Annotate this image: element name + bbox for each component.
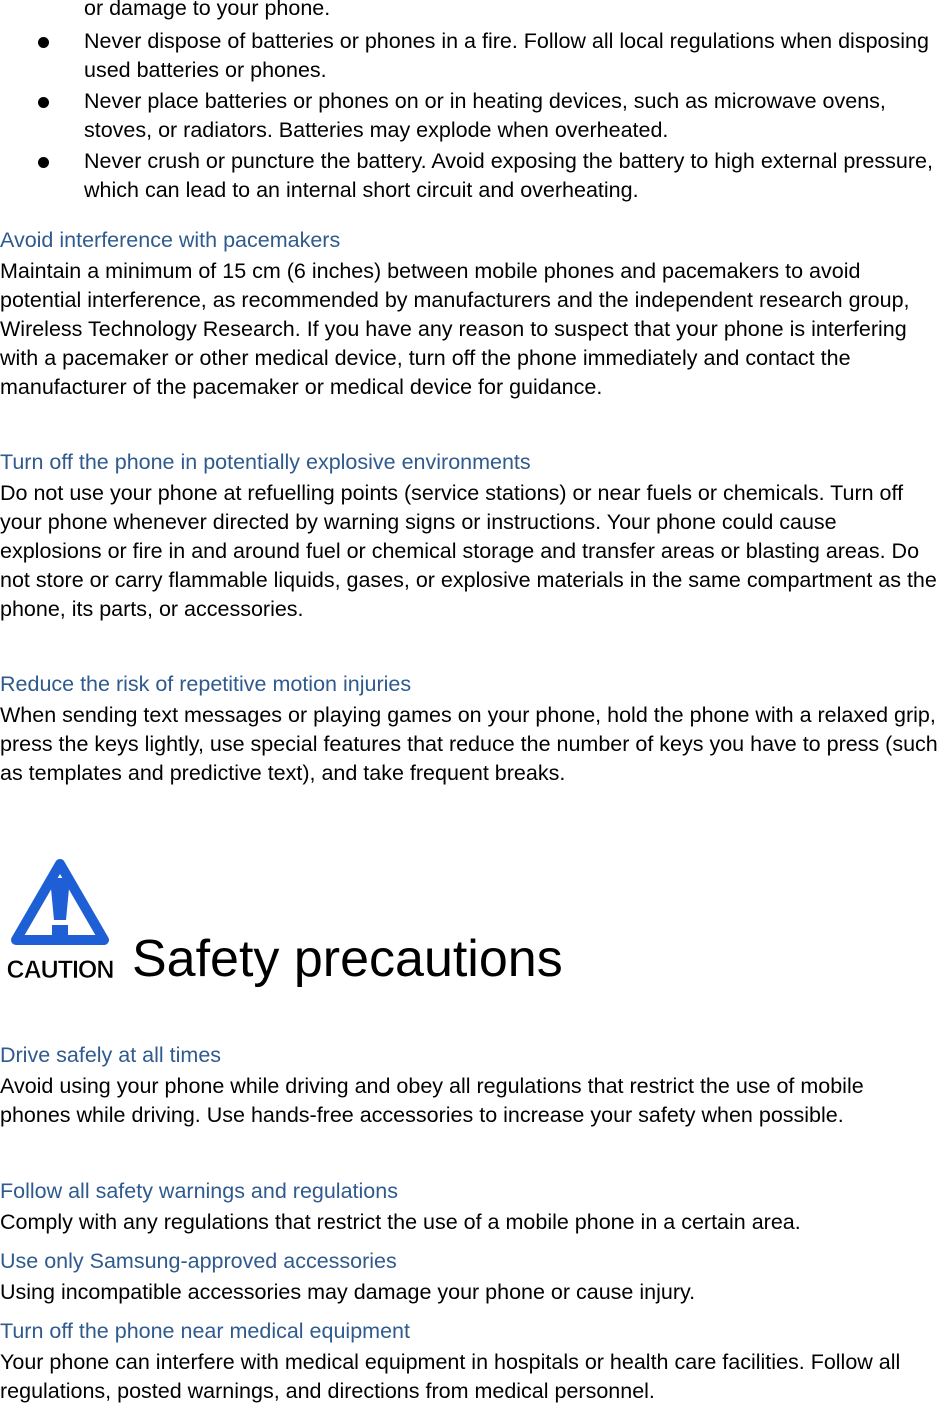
section-drive-safely — [0, 1041, 938, 1130]
page-title: Safety precautions — [132, 930, 563, 988]
section-body: Comply with any regulations that restrict the use of a mobile phone in a certain area. — [0, 1210, 801, 1234]
section-body: When sending text messages or playing games on your phone, hold the phone with a relaxed grip, press the keys lightly, use special features that reduce the number of keys you have to press (such as templates and predictive text), and take frequent breaks. — [0, 703, 938, 785]
section-body: Your phone can interfere with medical equipment in hospitals or health care facilities. Follow all regulations, posted warnings, and directions from medical personnel. — [0, 1350, 901, 1403]
list-item — [0, 147, 938, 205]
section-medical-equipment — [0, 1317, 938, 1406]
section-pacemakers — [0, 226, 938, 402]
bullet-icon — [38, 157, 49, 168]
bullet-text: Never crush or puncture the battery. Avoid exposing the battery to high external pressure, which can lead to an internal short circuit and overheating. — [84, 149, 933, 202]
section-heading: Use only Samsung-approved accessories — [0, 1249, 397, 1273]
battery-bullet-list — [0, 27, 938, 207]
section-body: Avoid using your phone while driving and obey all regulations that restrict the use of mobile phones while driving. Use hands-free accessories to increase your safety when possible. — [0, 1074, 864, 1127]
section-approved-accessories — [0, 1247, 938, 1307]
continuation-text: or damage to your phone. — [84, 0, 331, 20]
section-heading: Turn off the phone near medical equipment — [0, 1319, 410, 1343]
caution-icon — [0, 858, 120, 988]
section-body: Using incompatible accessories may damage your phone or cause injury. — [0, 1280, 696, 1304]
section-heading: Follow all safety warnings and regulations — [0, 1179, 398, 1203]
section-explosive-environments — [0, 448, 938, 624]
list-item — [0, 27, 938, 85]
section-safety-warnings — [0, 1177, 938, 1237]
section-body: Maintain a minimum of 15 cm (6 inches) between mobile phones and pacemakers to avoid potential interference, as recommended by manufacturers and the independent research group, Wireless Technology Research. If you have any reason to suspect that your phone is interfering with a pacemaker or other medical device, turn off the phone immediately and contact the manufacturer of the pacemaker or medical device for guidance. — [0, 259, 910, 399]
bullet-icon — [38, 97, 49, 108]
list-item — [0, 87, 938, 145]
section-body: Do not use your phone at refuelling points (service stations) or near fuels or chemicals. Turn off your phone whenever directed by warning signs or instructions. Your phone could cause explosions or fire in and around fuel or chemical storage and transfer areas or blasting areas. Do not store or carry flammable liquids, gases, or explosive materials in the same compartment as the phone, its parts, or accessories. — [0, 481, 937, 621]
section-heading: Avoid interference with pacemakers — [0, 228, 341, 252]
bullet-text: Never dispose of batteries or phones in a fire. Follow all local regulations when disposing used batteries or phones. — [84, 29, 929, 82]
bullet-text: Never place batteries or phones on or in heating devices, such as microwave ovens, stoves, or radiators. Batteries may explode when overheated. — [84, 89, 886, 142]
section-heading: Drive safely at all times — [0, 1043, 222, 1067]
section-heading: Reduce the risk of repetitive motion injuries — [0, 672, 412, 696]
bullet-icon — [38, 37, 49, 48]
section-heading: Turn off the phone in potentially explosive environments — [0, 450, 531, 474]
section-repetitive-motion — [0, 670, 938, 788]
svg-text:CAUTION: CAUTION — [6, 956, 114, 984]
